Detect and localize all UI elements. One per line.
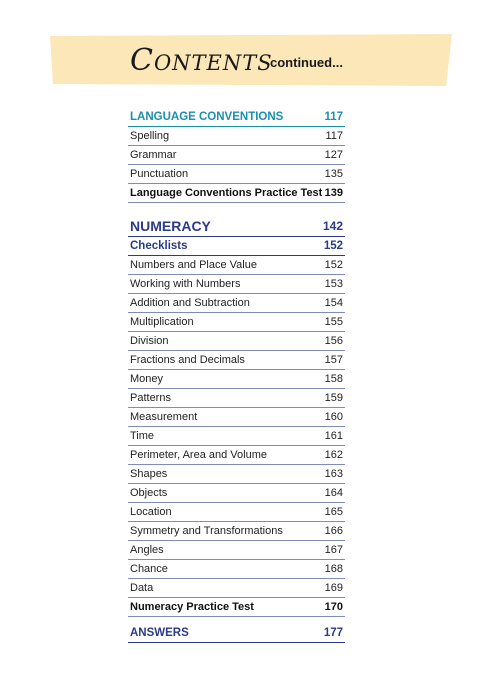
toc-page: 117 bbox=[324, 111, 343, 123]
toc-row[interactable] bbox=[128, 484, 345, 503]
toc-label: NUMERACY bbox=[130, 218, 211, 234]
toc-row[interactable] bbox=[128, 522, 345, 541]
toc-row-practice-test[interactable] bbox=[128, 184, 345, 203]
toc-page: 158 bbox=[324, 373, 343, 385]
toc-label: Measurement bbox=[130, 411, 198, 423]
toc-page: 155 bbox=[324, 316, 343, 328]
toc-row[interactable] bbox=[128, 389, 345, 408]
toc-label: Multiplication bbox=[130, 316, 194, 328]
page-title: Contents bbox=[130, 43, 273, 78]
toc-row[interactable] bbox=[128, 146, 345, 165]
toc-label: Patterns bbox=[130, 392, 171, 404]
toc-row[interactable] bbox=[128, 256, 345, 275]
toc-row-practice-test[interactable] bbox=[128, 598, 345, 617]
numeracy-section bbox=[128, 216, 345, 617]
toc-row[interactable] bbox=[128, 503, 345, 522]
toc-label: Numeracy Practice Test bbox=[130, 601, 254, 613]
contents-banner bbox=[50, 34, 452, 86]
toc-row[interactable] bbox=[128, 465, 345, 484]
toc-label: Money bbox=[130, 373, 164, 385]
toc-row[interactable] bbox=[128, 351, 345, 370]
toc-label: Language Conventions Practice Test bbox=[130, 187, 323, 199]
toc-page: 159 bbox=[324, 392, 343, 404]
toc-page: 156 bbox=[324, 335, 343, 347]
toc-row[interactable] bbox=[128, 294, 345, 313]
toc-label: LANGUAGE CONVENTIONS bbox=[130, 111, 284, 123]
toc-label: Symmetry and Transformations bbox=[130, 525, 283, 537]
toc-page: 162 bbox=[324, 449, 343, 461]
toc-page: 163 bbox=[324, 468, 343, 480]
toc-label: Working with Numbers bbox=[130, 278, 241, 290]
toc-page: 154 bbox=[324, 297, 343, 309]
toc-heading-numeracy[interactable] bbox=[128, 216, 345, 237]
toc-label: Objects bbox=[130, 487, 168, 499]
toc-heading-answers[interactable] bbox=[128, 624, 345, 643]
toc-label: Shapes bbox=[130, 468, 168, 480]
language-section bbox=[128, 108, 345, 203]
toc-label: Spelling bbox=[130, 130, 170, 142]
toc-page: 166 bbox=[324, 525, 343, 537]
toc-row[interactable] bbox=[128, 408, 345, 427]
toc-label: ANSWERS bbox=[130, 627, 189, 639]
toc-page: 139 bbox=[324, 187, 343, 199]
toc-label: Addition and Subtraction bbox=[130, 297, 250, 309]
toc-row[interactable] bbox=[128, 165, 345, 184]
toc-label: Chance bbox=[130, 563, 168, 575]
toc-label: Perimeter, Area and Volume bbox=[130, 449, 267, 461]
toc-row[interactable] bbox=[128, 446, 345, 465]
toc-page: 142 bbox=[322, 219, 343, 233]
toc-page: 169 bbox=[324, 582, 343, 594]
toc-row[interactable] bbox=[128, 579, 345, 598]
page-subtitle: continued... bbox=[270, 55, 343, 70]
toc-label: Numbers and Place Value bbox=[130, 259, 257, 271]
toc-page: 117 bbox=[325, 130, 343, 142]
toc-page: 127 bbox=[324, 149, 343, 161]
toc-page: 152 bbox=[324, 259, 343, 271]
toc-label: Location bbox=[130, 506, 172, 518]
toc-label: Data bbox=[130, 582, 154, 594]
toc-row[interactable] bbox=[128, 275, 345, 294]
toc-page: 152 bbox=[323, 240, 343, 252]
toc-label: Angles bbox=[130, 544, 164, 556]
toc-label: Fractions and Decimals bbox=[130, 354, 245, 366]
toc-page: 165 bbox=[324, 506, 343, 518]
toc-heading-language[interactable] bbox=[128, 108, 345, 127]
toc-page: 161 bbox=[324, 430, 343, 442]
toc-page: 135 bbox=[324, 168, 343, 180]
toc-page: 168 bbox=[324, 563, 343, 575]
toc-label: Grammar bbox=[130, 149, 177, 161]
toc-page: 164 bbox=[324, 487, 343, 499]
toc-row[interactable] bbox=[128, 541, 345, 560]
toc-label: Time bbox=[130, 430, 155, 442]
toc-page: 170 bbox=[324, 601, 343, 613]
toc-row[interactable] bbox=[128, 313, 345, 332]
toc-row[interactable] bbox=[128, 332, 345, 351]
toc-page: 160 bbox=[324, 411, 343, 423]
toc-row[interactable] bbox=[128, 427, 345, 446]
toc-row[interactable] bbox=[128, 127, 345, 146]
toc-page: 157 bbox=[324, 354, 343, 366]
toc-page: 153 bbox=[324, 278, 343, 290]
toc-label: Punctuation bbox=[130, 168, 189, 180]
toc-row[interactable] bbox=[128, 560, 345, 579]
toc-row[interactable] bbox=[128, 370, 345, 389]
toc-page: 167 bbox=[324, 544, 343, 556]
toc-label: Checklists bbox=[130, 240, 188, 252]
toc-heading-checklists[interactable] bbox=[128, 237, 345, 256]
toc-page: 177 bbox=[323, 627, 343, 639]
toc-label: Division bbox=[130, 335, 169, 347]
answers-section bbox=[128, 624, 345, 643]
